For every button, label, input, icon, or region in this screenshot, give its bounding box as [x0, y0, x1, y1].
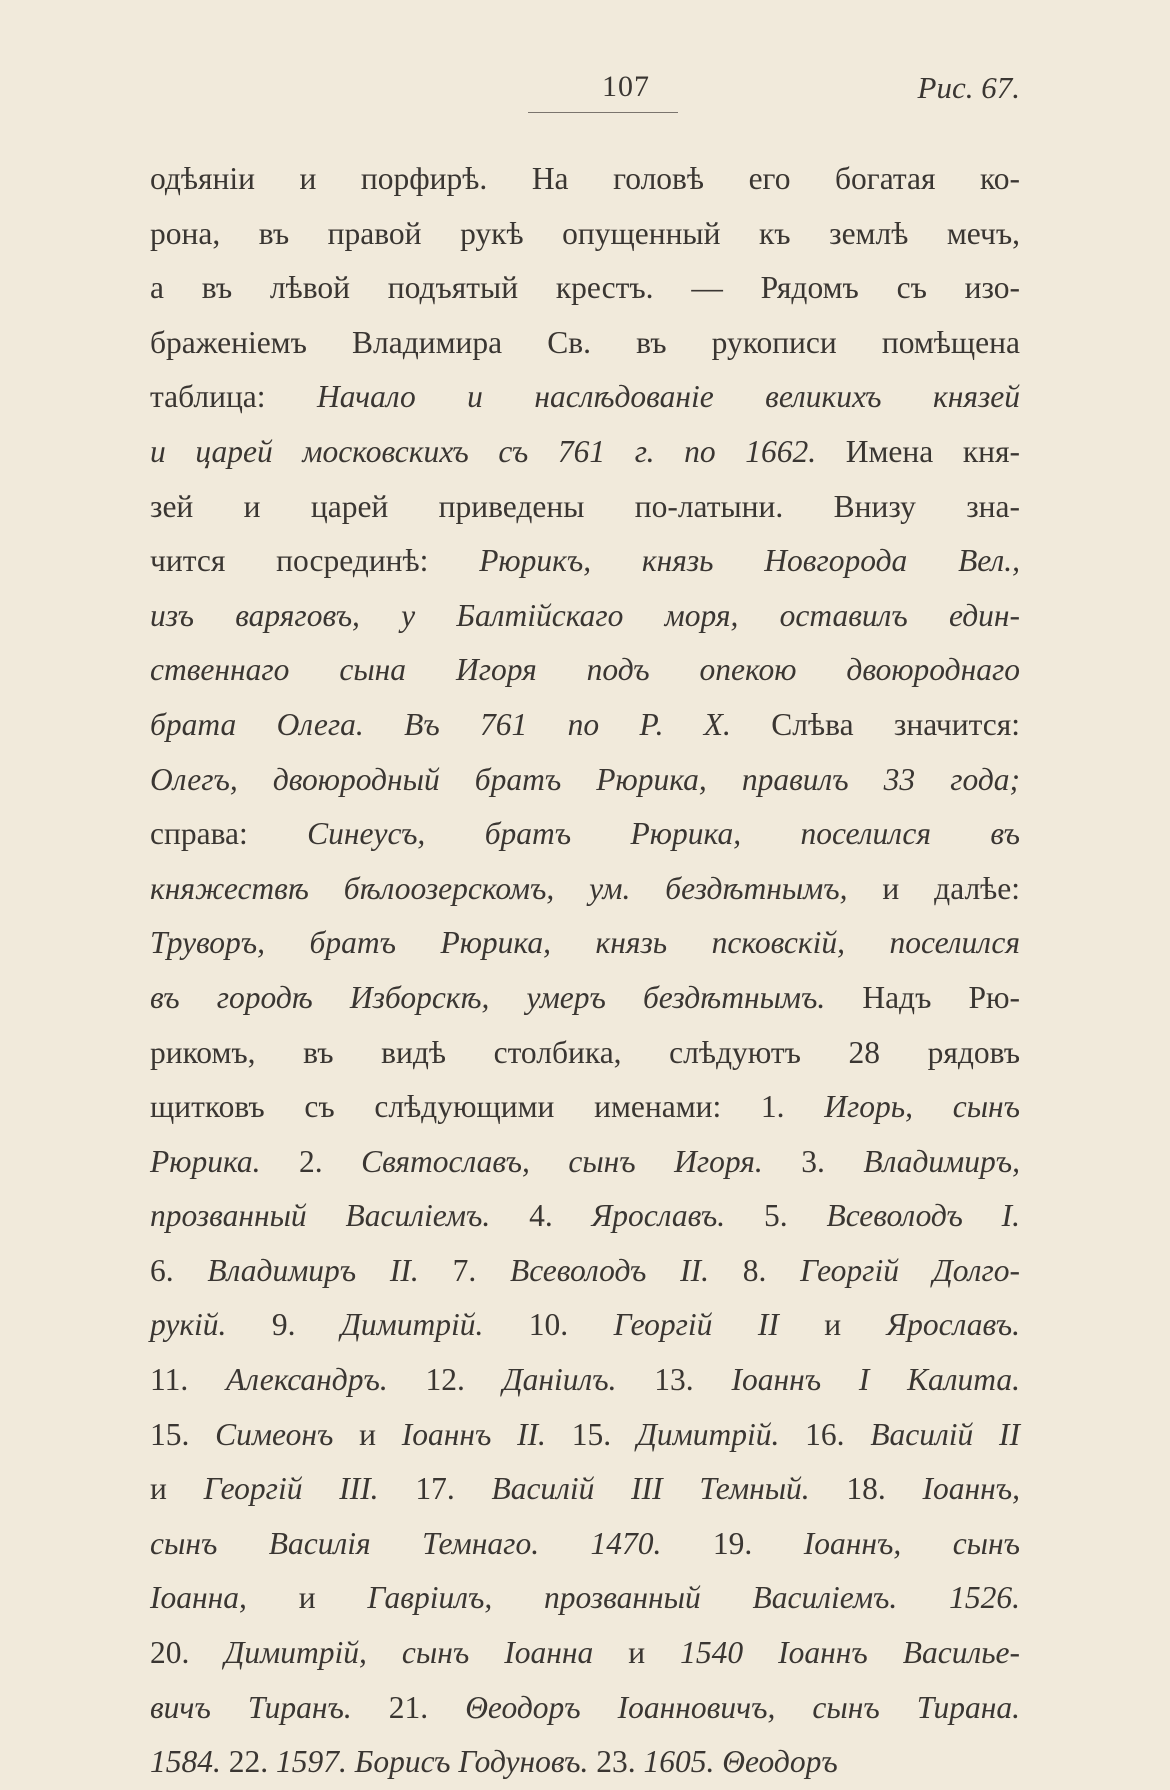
italic-run: Всеволодъ I. — [826, 1198, 1021, 1234]
text-run: 23. — [588, 1744, 644, 1780]
text-line — [150, 534, 1020, 589]
italic-run: Синеусъ, братъ Рюрика, поселился въ — [307, 816, 1020, 852]
text-run: и — [593, 1635, 681, 1671]
italic-run: ственнаго сына Игоря подъ опекою двоюроднаго — [150, 652, 1020, 688]
text-run: 19. — [661, 1525, 804, 1561]
italic-run: 1605. Θеодоръ — [643, 1744, 838, 1780]
italic-run: Іоанна, — [150, 1580, 247, 1616]
italic-run: Василій II — [870, 1416, 1021, 1452]
text-run: рикомъ, въ видѣ столбика, слѣдуютъ 28 рядовъ — [150, 1034, 1020, 1070]
italic-run: Іоаннъ I Калита. — [731, 1362, 1020, 1398]
italic-run: Василій III Темный. — [491, 1471, 810, 1507]
text-run: 5. — [725, 1198, 827, 1234]
text-run: и — [150, 1471, 204, 1507]
italic-run: вичъ Тиранъ. — [150, 1689, 352, 1725]
italic-run: Іоаннъ, сынъ — [803, 1525, 1020, 1561]
italic-run: Владимиръ, — [863, 1143, 1020, 1179]
italic-run: Игорь, сынъ — [824, 1089, 1020, 1125]
text-run: Надъ Рю- — [825, 979, 1020, 1015]
text-run: и — [333, 1416, 402, 1452]
italic-run: и царей московскихъ съ 761 г. по 1662. — [150, 433, 817, 469]
italic-run: Ярославъ. — [591, 1198, 726, 1234]
text-line — [150, 1681, 1020, 1736]
text-line — [150, 1298, 1020, 1353]
text-run: а въ лѣвой подъятый крестъ. — Рядомъ съ изо- — [150, 270, 1020, 306]
italic-run: Георгій II — [613, 1307, 779, 1343]
text-run: рона, въ правой рукѣ опущенный къ землѣ мечъ, — [150, 215, 1020, 251]
text-line — [150, 1462, 1020, 1517]
text-run: щитковъ съ слѣдующими именами: 1. — [150, 1089, 825, 1125]
figure-reference: Рис. 67. — [917, 70, 1020, 105]
text-run: 8. — [708, 1252, 801, 1288]
italic-run: рукій. — [150, 1307, 227, 1343]
italic-run: Александръ. — [225, 1362, 388, 1398]
text-run: Слѣва значится: — [730, 706, 1020, 742]
body-text — [150, 152, 1020, 1790]
italic-run: изъ варяговъ, у Балтійскаго моря, оставилъ един- — [150, 597, 1020, 633]
text-line — [150, 1571, 1020, 1626]
page-number-rule — [528, 112, 678, 113]
italic-run: брата Олега. Въ 761 по Р. Х. — [150, 706, 731, 742]
text-line — [150, 1135, 1020, 1190]
italic-run: Іоаннъ, — [922, 1471, 1021, 1507]
text-line — [150, 1408, 1020, 1463]
text-line — [150, 261, 1020, 316]
text-line — [150, 1353, 1020, 1408]
italic-run: княжествѣ бѣлоозерскомъ, ум. бездѣтнымъ, — [150, 870, 848, 906]
text-line — [150, 643, 1020, 698]
italic-run: Димитрій. — [340, 1307, 484, 1343]
text-line — [150, 971, 1020, 1026]
text-run: справа: — [150, 816, 308, 852]
italic-run: Рюрика. — [150, 1143, 261, 1179]
italic-run: Труворъ, братъ Рюрика, князь псковскій, поселился — [150, 925, 1020, 961]
italic-run: 1540 Іоаннъ Василье- — [680, 1635, 1021, 1671]
text-run: 7. — [418, 1252, 510, 1288]
text-line — [150, 862, 1020, 917]
text-line — [150, 1026, 1020, 1081]
text-line — [150, 1626, 1020, 1681]
italic-run: Θеодоръ Іоанновичъ, сынъ Тирана. — [465, 1689, 1020, 1725]
text-line — [150, 589, 1020, 644]
italic-run: Даніилъ. — [502, 1362, 617, 1398]
italic-run: 1597. Борисъ Годуновъ. — [276, 1744, 589, 1780]
page-header — [150, 70, 1020, 122]
text-run: 20. — [150, 1635, 225, 1671]
text-run: 17. — [378, 1471, 492, 1507]
text-run: 2. — [260, 1143, 362, 1179]
text-line — [150, 698, 1020, 753]
text-line — [150, 316, 1020, 371]
italic-run: Олегъ, двоюродный братъ Рюрика, правилъ 33 года; — [150, 761, 1020, 797]
text-line — [150, 370, 1020, 425]
italic-run: Димитрій. — [636, 1416, 780, 1452]
text-line — [150, 1735, 1020, 1790]
text-run: одѣяніи и порфирѣ. На головѣ его богатая ко- — [150, 161, 1020, 196]
italic-run: Георгій III. — [203, 1471, 379, 1507]
italic-run: Іоаннъ II. — [401, 1416, 546, 1452]
text-run: чится посрединѣ: — [150, 543, 480, 579]
text-run: 9. — [226, 1307, 341, 1343]
page-number: 107 — [602, 70, 650, 103]
text-run: 11. — [150, 1362, 226, 1398]
text-line — [150, 480, 1020, 535]
text-line — [150, 1244, 1020, 1299]
text-run: 4. — [490, 1198, 592, 1234]
text-run: 13. — [616, 1362, 732, 1398]
text-run: 6. — [150, 1252, 208, 1288]
text-line — [150, 1517, 1020, 1572]
italic-run: сынъ Василія Темнаго. 1470. — [150, 1525, 662, 1561]
text-run: 12. — [387, 1362, 503, 1398]
italic-run: Рюрикъ, князь Новгорода Вел., — [479, 543, 1020, 579]
text-run: 18. — [809, 1471, 923, 1507]
italic-run: Владимиръ II. — [207, 1252, 419, 1288]
italic-run: Георгій Долго- — [800, 1252, 1021, 1288]
text-line — [150, 1189, 1020, 1244]
italic-run: Гавріилъ, прозванный Василіемъ. 1526. — [367, 1580, 1020, 1616]
text-line — [150, 916, 1020, 971]
text-line — [150, 753, 1020, 808]
italic-run: прозванный Василіемъ. — [150, 1198, 491, 1234]
text-run: таблица: — [150, 379, 317, 415]
italic-run: Симеонъ — [215, 1416, 334, 1452]
text-line — [150, 152, 1020, 207]
text-run: и далѣе: — [847, 870, 1021, 906]
text-run: зей и царей приведены по-латыни. Внизу зна- — [150, 488, 1020, 524]
text-run: 15. — [150, 1416, 216, 1452]
text-run: браженіемъ Владимира Св. въ рукописи помѣщена — [150, 324, 1020, 360]
text-run: 22. — [220, 1744, 276, 1780]
italic-run: Начало и наслѣдованіе великихъ князей — [316, 379, 1020, 415]
text-line — [150, 207, 1020, 262]
text-run: 3. — [762, 1143, 864, 1179]
text-line — [150, 1080, 1020, 1135]
text-run: и — [246, 1580, 368, 1616]
text-run: 10. — [483, 1307, 614, 1343]
text-run: Имена кня- — [816, 433, 1020, 469]
text-run: 21. — [351, 1689, 466, 1725]
italic-run: въ городѣ Изборскѣ, умеръ бездѣтнымъ. — [150, 979, 826, 1015]
text-line — [150, 425, 1020, 480]
text-line — [150, 807, 1020, 862]
text-run: 16. — [779, 1416, 871, 1452]
text-run: и — [778, 1307, 887, 1343]
italic-run: 1584. — [150, 1744, 221, 1780]
text-run: 15. — [545, 1416, 637, 1452]
italic-run: Святославъ, сынъ Игоря. — [361, 1143, 763, 1179]
italic-run: Ярославъ. — [886, 1307, 1021, 1343]
italic-run: Димитрій, сынъ Іоанна — [224, 1635, 594, 1671]
italic-run: Всеволодъ II. — [509, 1252, 709, 1288]
